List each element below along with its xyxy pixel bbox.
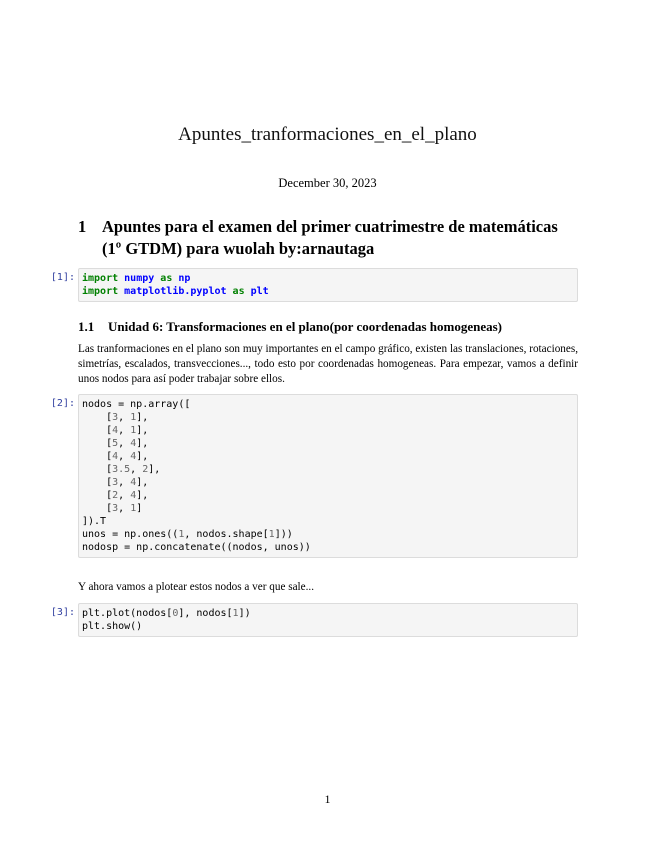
code-token: 1 <box>130 503 137 514</box>
code-token: 3 <box>112 503 119 514</box>
code-token: 1 <box>178 529 185 540</box>
code-token: 1 <box>232 608 239 619</box>
code-token: nodos = np.array([ <box>82 399 191 410</box>
code-line <box>82 489 574 502</box>
code-token: 2 <box>142 464 149 475</box>
code-token: ], <box>136 477 149 488</box>
subsection-number: 1.1 <box>78 319 95 334</box>
code-token: ]).T <box>82 516 107 527</box>
code-token: [ <box>82 503 113 514</box>
document-title: Apuntes_tranformaciones_en_el_plano <box>178 124 477 145</box>
code-token: , <box>118 477 131 488</box>
code-token: 1 <box>130 412 137 423</box>
code-token: 4 <box>112 451 119 462</box>
subsection-title: Unidad 6: Transformaciones en el plano(por coordenadas homogeneas) <box>108 319 502 334</box>
code-token: plt.show() <box>82 621 143 632</box>
code-token: import <box>82 273 119 284</box>
code-line <box>82 541 574 554</box>
cell-prompt-1: [1]: <box>50 272 75 283</box>
code-line <box>82 411 574 424</box>
code-token: [ <box>82 451 113 462</box>
code-token: [ <box>82 477 113 488</box>
page-number: 1 <box>324 792 331 806</box>
code-token: , <box>118 490 131 501</box>
code-token: 1 <box>268 529 275 540</box>
paragraph-plot: Y ahora vamos a plotear estos nodos a ver que sale... <box>78 581 315 593</box>
code-token: ], <box>136 438 149 449</box>
code-token: ], <box>136 490 149 501</box>
code-line <box>82 476 574 489</box>
code-token: np <box>178 273 191 284</box>
section-number: 1 <box>78 217 87 236</box>
code-cell-1[interactable] <box>78 268 578 302</box>
cell-prompt-2: [2]: <box>50 398 75 409</box>
code-token: ], nodos[ <box>178 608 233 619</box>
code-line <box>82 285 574 298</box>
paragraph-intro: Las tranformaciones en el plano son muy importantes en el campo gráfico, existen las translaciones, rotaciones, simetrías, escalados, transvecciones..., todo esto por coordenadas homogeneas. Para empezar, vamos a definir unos nodos para así poder trabajar sobre ellos. <box>78 343 578 385</box>
code-token: plt.plot(nodos[ <box>82 608 173 619</box>
code-line <box>82 607 574 620</box>
code-line <box>82 398 574 411</box>
code-line <box>82 502 574 515</box>
code-line <box>82 450 574 463</box>
code-token: ], <box>148 464 161 475</box>
code-token: 5 <box>112 438 119 449</box>
code-token: numpy <box>124 273 155 284</box>
code-token: , <box>130 464 143 475</box>
code-token: 3 <box>112 477 119 488</box>
code-cell-2[interactable] <box>78 394 578 558</box>
code-cell-3[interactable] <box>78 603 578 637</box>
code-token: 4 <box>130 490 137 501</box>
code-token: , <box>118 438 131 449</box>
document-date: December 30, 2023 <box>278 176 377 190</box>
code-token: , <box>118 412 131 423</box>
section-title: Apuntes para el examen del primer cuatrimestre de matemáticas (1º GTDM) para wuolah by:arnautaga <box>102 217 558 258</box>
code-line <box>82 272 574 285</box>
code-token: ]) <box>238 608 251 619</box>
code-token: matplotlib.pyplot <box>124 286 227 297</box>
code-token: 0 <box>172 608 179 619</box>
code-token: 4 <box>130 451 137 462</box>
code-line <box>82 437 574 450</box>
code-token: 3 <box>112 412 119 423</box>
code-line <box>82 424 574 437</box>
code-token: [ <box>82 464 113 475</box>
code-line <box>82 620 574 633</box>
code-token: , <box>118 451 131 462</box>
code-token: [ <box>82 412 113 423</box>
code-token: ], <box>136 412 149 423</box>
code-token: 3.5 <box>112 464 131 475</box>
code-token: nodosp = np.concatenate((nodos, unos)) <box>82 542 311 553</box>
code-token: ])) <box>274 529 293 540</box>
code-token: as <box>160 273 173 284</box>
code-token: unos = np.ones(( <box>82 529 179 540</box>
code-token: 4 <box>130 477 137 488</box>
code-line <box>82 515 574 528</box>
code-token: , <box>118 503 131 514</box>
code-token: 2 <box>112 490 119 501</box>
section-heading <box>78 216 580 260</box>
code-token: import <box>82 286 119 297</box>
code-line <box>82 528 574 541</box>
code-token: , nodos.shape[ <box>184 529 269 540</box>
code-token: [ <box>82 425 113 436</box>
code-token: , <box>118 425 131 436</box>
code-token: ], <box>136 451 149 462</box>
code-token: ], <box>136 425 149 436</box>
code-token: [ <box>82 438 113 449</box>
code-token: 4 <box>112 425 119 436</box>
code-token: 1 <box>130 425 137 436</box>
code-token: ] <box>136 503 143 514</box>
code-line <box>82 463 574 476</box>
cell-prompt-3: [3]: <box>50 607 75 618</box>
code-token: plt <box>250 286 269 297</box>
subsection-heading <box>78 319 580 335</box>
code-token: 4 <box>130 438 137 449</box>
code-token: as <box>232 286 245 297</box>
code-token: [ <box>82 490 113 501</box>
